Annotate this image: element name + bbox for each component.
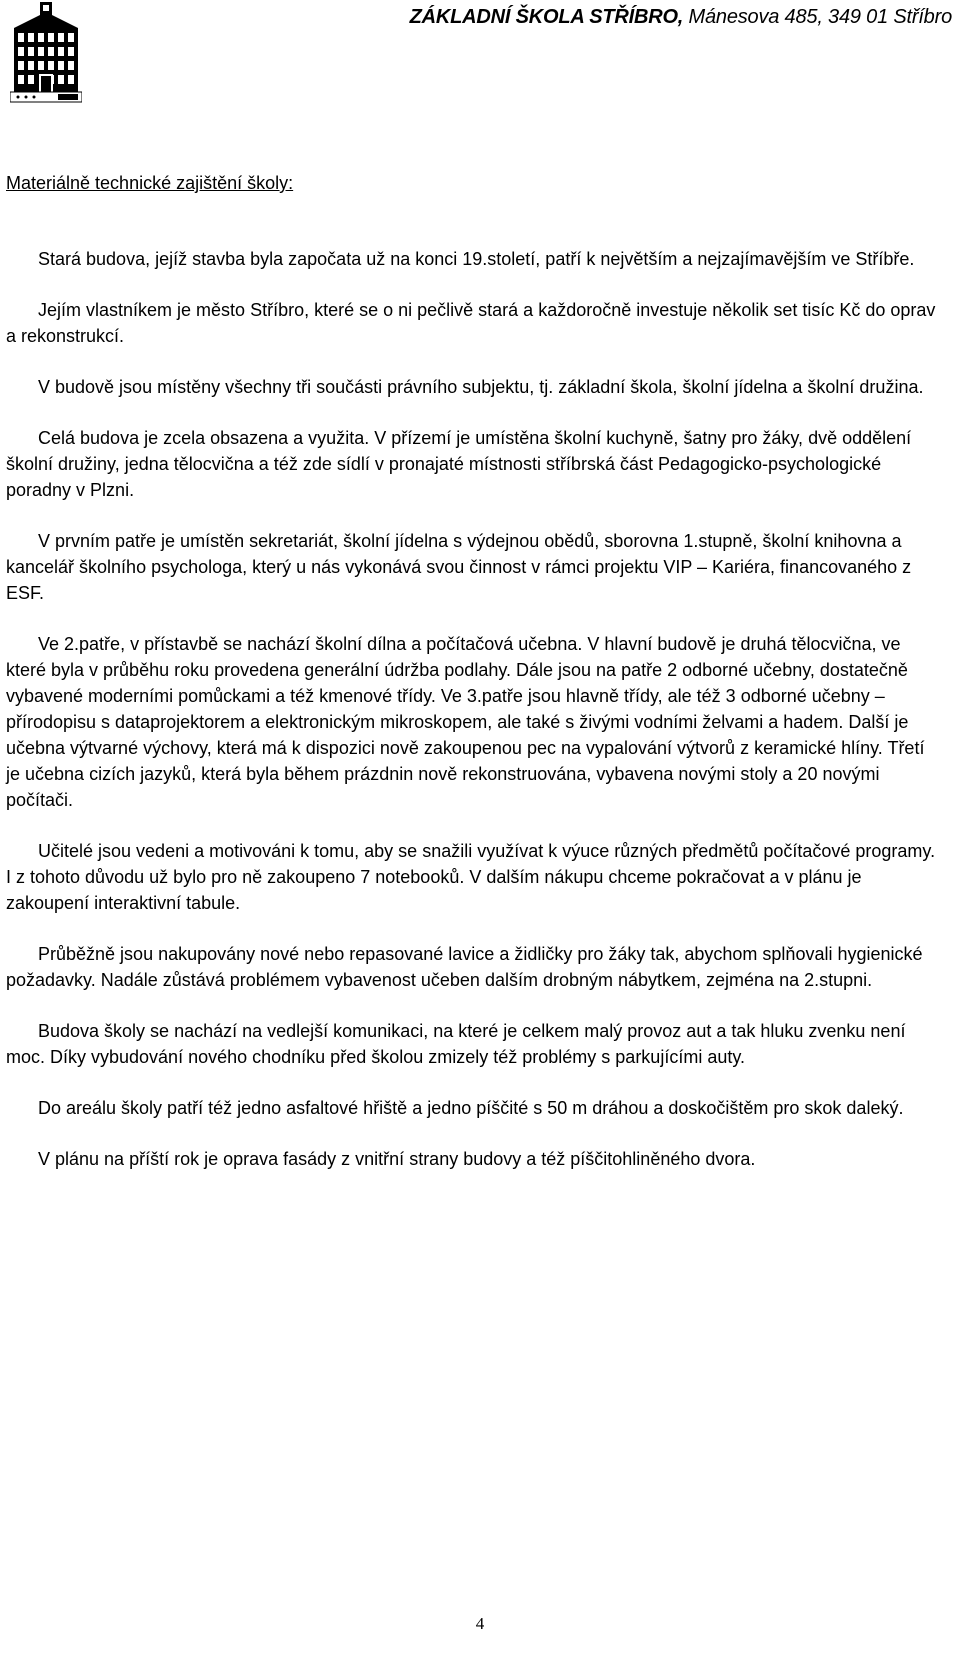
paragraph-teachers: Učitelé jsou vedeni a motivováni k tomu, aby se snažili využívat k výuce různých předmětů počítačové programy. I z tohoto důvodu už bylo pro ně zakoupeno 7 notebooků. V dalším nákupu chceme pokračovat a v plánu je zakoupení interaktivní tabule. — [6, 841, 936, 913]
school-name: ZÁKLADNÍ ŠKOLA STŘÍBRO, — [409, 6, 684, 28]
paragraph-ground-floor: Celá budova je zcela obsazena a využita. V přízemí je umístěna školní kuchyně, šatny pro žáky, dvě oddělení školní družiny, jedna tělocvična a též zde sídlí v pronajaté místnosti stříbrská část Pedagogicko-psychologické poradny v Plzni. — [6, 428, 912, 500]
paragraph-location: Budova školy se nachází na vedlejší komunikaci, na které je celkem malý provoz aut a tak hluku zvenku není moc. Díky vybudování nového chodníku před školou zmizely též problémy s parkujícími auty. — [6, 1021, 906, 1067]
paragraph-plans: V plánu na příští rok je oprava fasády z vnitřní strany budovy a též píščitohliněného dvora. — [38, 1149, 756, 1169]
paragraph-upper-floors: Ve 2.patře, v přístavbě se nachází školní dílna a počítačová učebna. V hlavní budově je druhá tělocvična, ve které byla v průběhu roku provedena generální údržba podlahy. Dále jsou na patře 2 odborné učebny, dostatečně vybavené moderními pomůckami a též kmenové třídy. Ve 3.patře jsou hlavně třídy, ale též 3 odborné učebny – přírodopisu s dataprojektorem a elektronickým mikroskopem, ale také s živými vodními želvami a hadem. Další je učebna výtvarné výchovy, která má k dispozici nově zakoupenou pec na vypalování výtvorů z keramické hlíny. Třetí je učebna cizích jazyků, která byla během prázdnin nově rekonstruována, vybavena novými stoly a 20 novými počítači. — [6, 634, 925, 810]
section-heading: Materiálně technické zajištění školy: — [6, 173, 294, 193]
school-title — [410, 4, 952, 30]
paragraph-old-building: Stará budova, jejíž stavba byla započata už na konci 19.století, patří k největším a nejzajímavějším ve Stříbře. — [38, 249, 915, 269]
school-building-logo-icon — [10, 0, 82, 104]
paragraph-playground: Do areálu školy patří též jedno asfaltové hřiště a jedno píščité s 50 m dráhou a doskočištěm pro skok daleký. — [38, 1098, 904, 1118]
page-number: 4 — [475, 1614, 485, 1633]
page-header — [0, 0, 960, 110]
paragraph-owner: Jejím vlastníkem je město Stříbro, které se o ni pečlivě stará a každoročně investuje několik set tisíc Kč do oprav a rekonstrukcí. — [6, 300, 936, 346]
paragraph-components: V budově jsou místěny všechny tři součásti právního subjektu, tj. základní škola, školní jídelna a školní družina. — [38, 377, 924, 397]
paragraph-furniture: Průběžně jsou nakupovány nové nebo repasované lavice a židličky pro žáky tak, abychom splňovali hygienické požadavky. Nadále zůstává problémem vybavenost učeben dalším drobným nábytkem, zejména na 2.stupni. — [6, 944, 923, 990]
document-body — [6, 170, 942, 1197]
school-address: Mánesova 485, 349 01 Stříbro — [683, 6, 952, 28]
paragraph-first-floor: V prvním patře je umístěn sekretariát, školní jídelna s výdejnou obědů, sborovna 1.stupně, školní knihovna a kancelář školního psychologa, který u nás vykonává svou činnost v rámci projektu VIP – Kariéra, financovaného z ESF. — [6, 531, 912, 603]
